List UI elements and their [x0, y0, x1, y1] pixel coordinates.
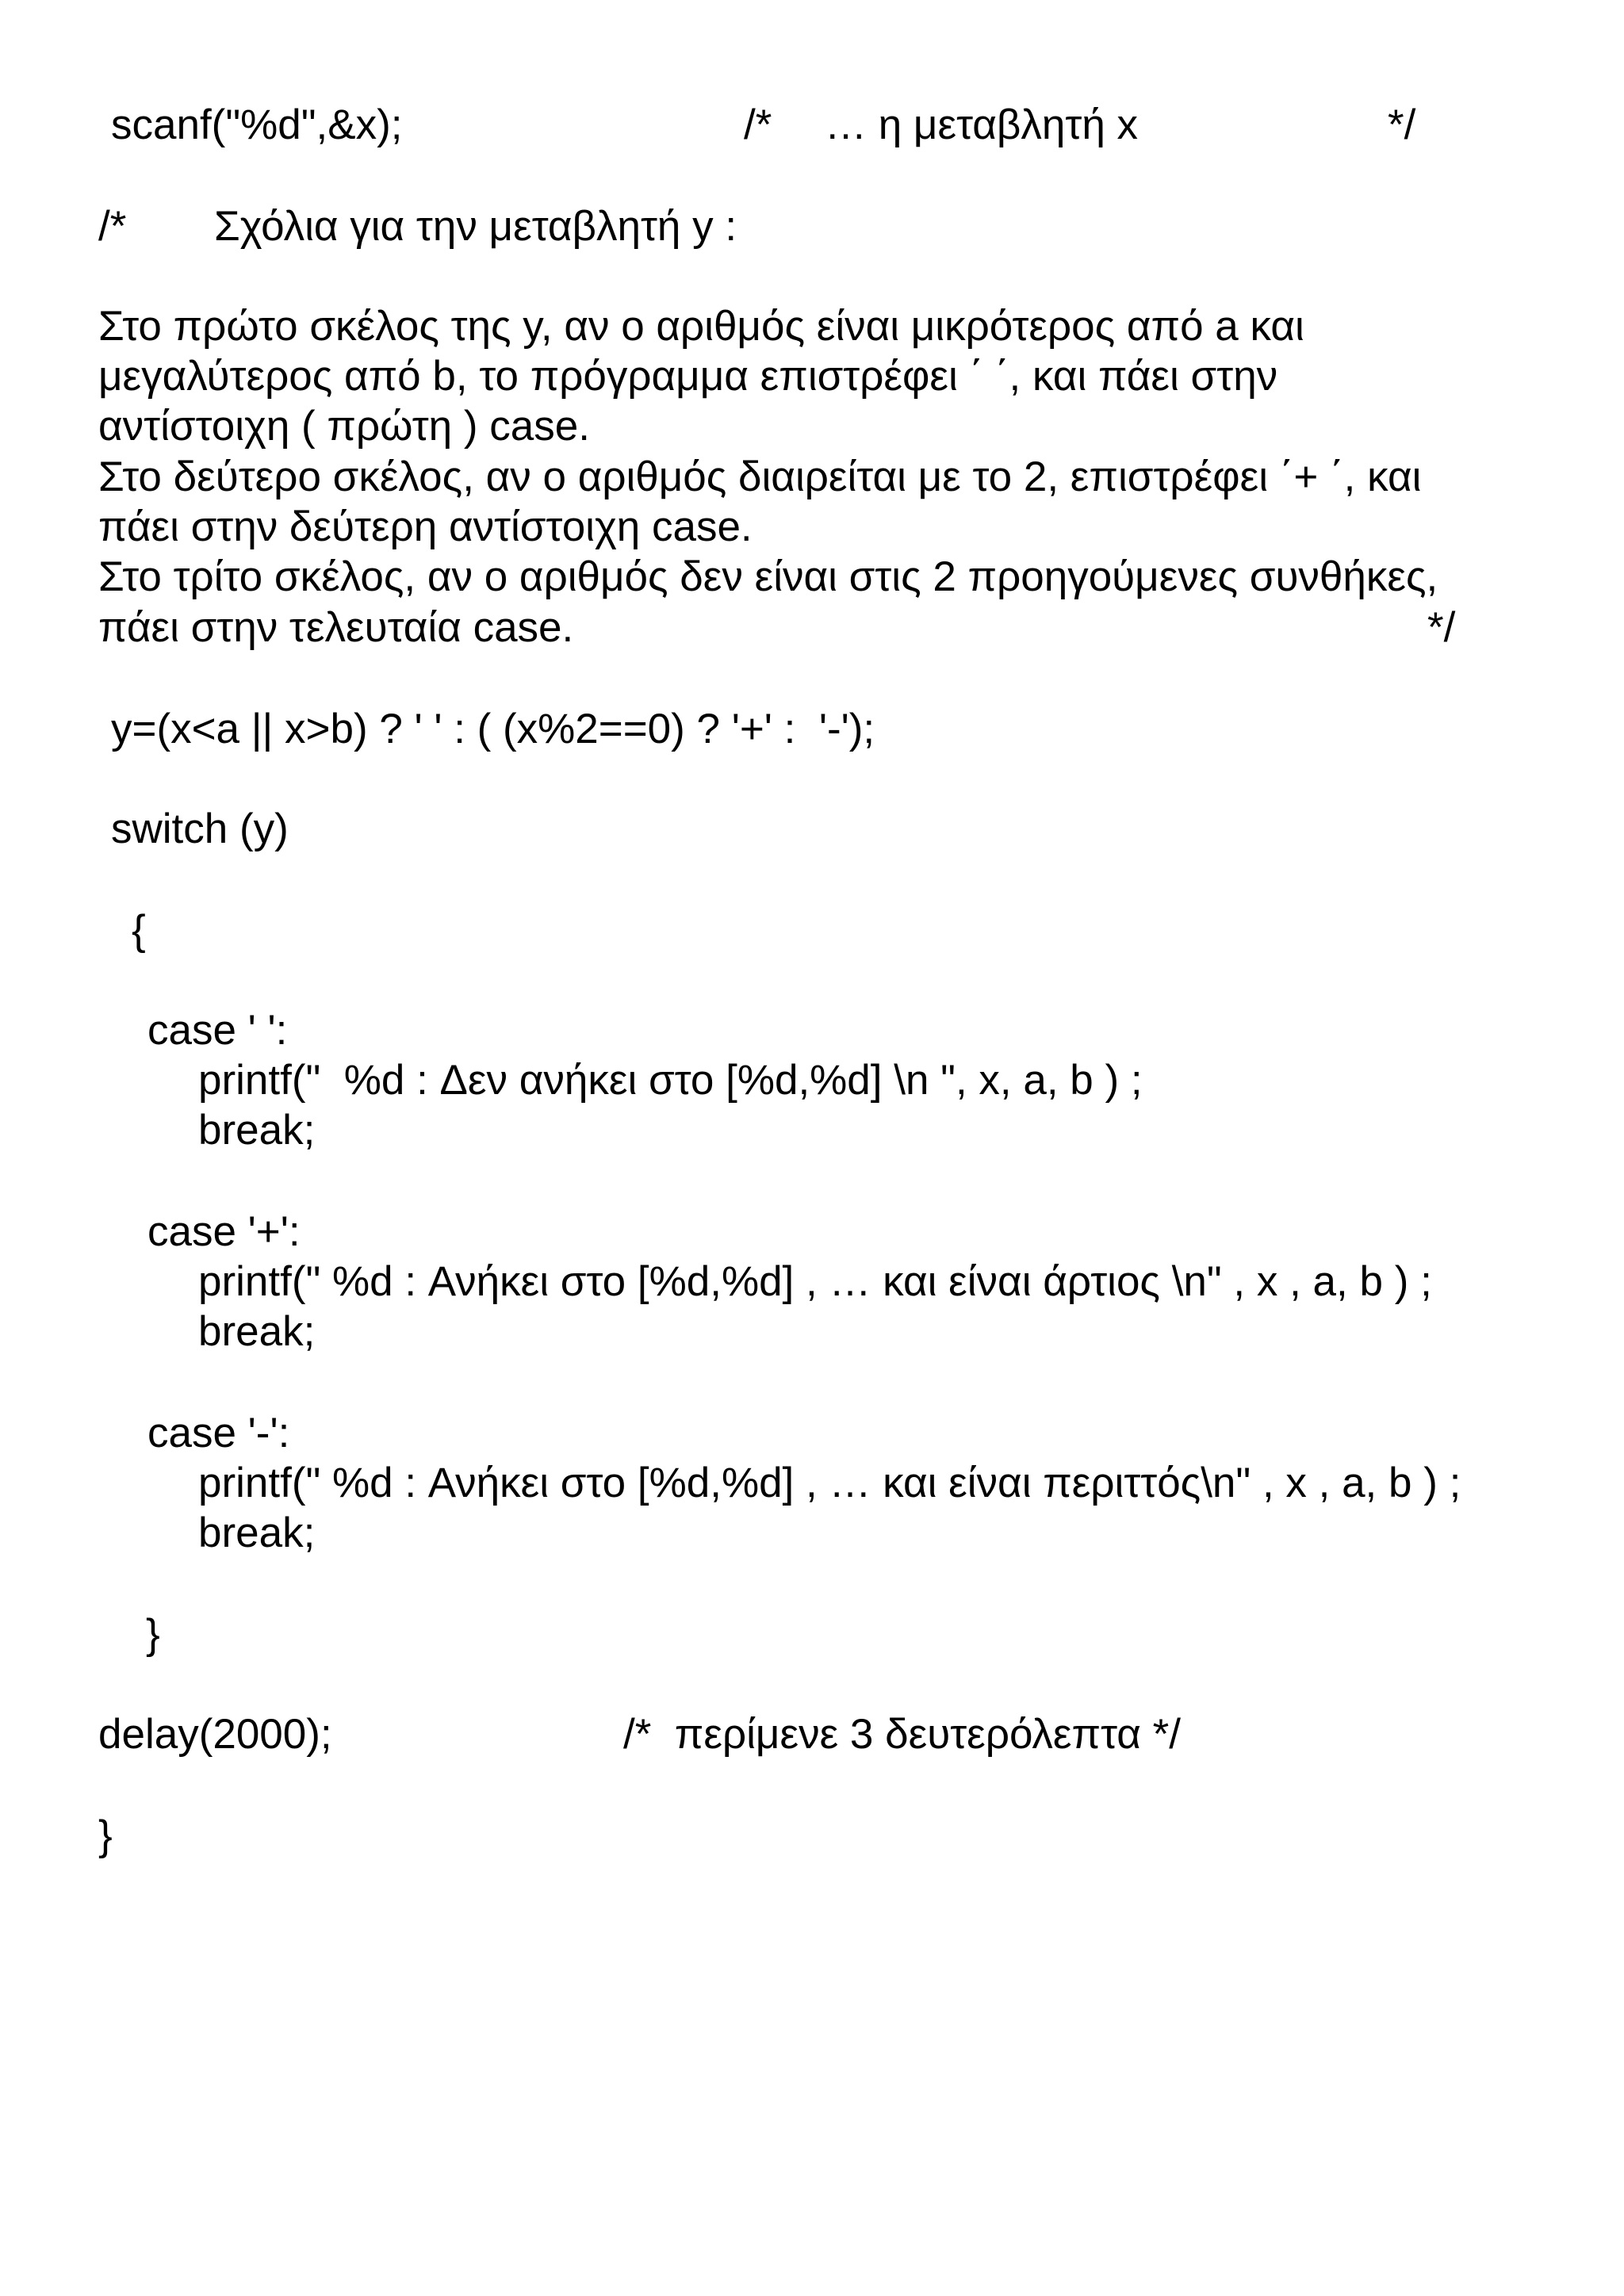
case-plus-break: break; [198, 1308, 316, 1355]
delay-comment: /* περίμενε 3 δευτερόλεπτα */ [623, 1711, 1182, 1758]
case-minus-printf: printf(" %d : Ανήκει στο [%d,%d] , … και είναι περιττός\n" , x , a, b ) ; [198, 1460, 1461, 1506]
case-minus-break: break; [198, 1510, 316, 1556]
paragraph-line: Στο δεύτερο σκέλος, αν ο αριθμός διαιρείται με το 2, επιστρέφει ΄+ ΄, και [98, 453, 1422, 500]
case-space-printf: printf(" %d : Δεν ανήκει στο [%d,%d] \n ", x, a, b ) ; [198, 1057, 1143, 1104]
case-space-label: case ' ': [147, 1007, 288, 1054]
y-comment-title: Σχόλια για την μεταβλητή y : [214, 203, 737, 250]
case-plus-label: case '+': [147, 1208, 301, 1255]
switch-close-brace: } [146, 1611, 160, 1658]
delay-statement: delay(2000); [98, 1711, 332, 1758]
case-space-break: break; [198, 1107, 316, 1154]
scanf-comment-open: /* [744, 101, 772, 148]
y-comment-close: */ [1427, 604, 1456, 651]
y-comment-open: /* [98, 203, 127, 250]
paragraph-line: αντίστοιχη ( πρώτη ) case. [98, 403, 590, 450]
case-minus-label: case '-': [147, 1410, 290, 1456]
scanf-comment-text: … η μεταβλητή x [825, 101, 1139, 148]
switch-statement: switch (y) [111, 806, 289, 852]
case-plus-printf: printf(" %d : Ανήκει στο [%d,%d] , … και είναι άρτιος \n" , x , a, b ) ; [198, 1258, 1432, 1305]
paragraph-line: πάει στην τελευταία case. [98, 604, 574, 651]
paragraph-line: πάει στην δεύτερη αντίστοιχη case. [98, 503, 753, 550]
paragraph-line: Στο τρίτο σκέλος, αν ο αριθμός δεν είναι στις 2 προηγούμενες συνθήκες, [98, 553, 1438, 600]
scanf-comment-close: */ [1388, 101, 1416, 148]
ternary-statement: y=(x<a || x>b) ? ' ' : ( (x%2==0) ? '+' : '-'); [111, 706, 875, 752]
main-close-brace: } [98, 1812, 113, 1859]
switch-open-brace: { [132, 907, 146, 954]
paragraph-line: μεγαλύτερος από b, το πρόγραμμα επιστρέφει ΄ ΄, και πάει στην [98, 353, 1278, 400]
scanf-statement: scanf("%d",&x); [111, 101, 403, 148]
paragraph-line: Στο πρώτο σκέλος της y, αν ο αριθμός είναι μικρότερος από a και [98, 303, 1304, 350]
